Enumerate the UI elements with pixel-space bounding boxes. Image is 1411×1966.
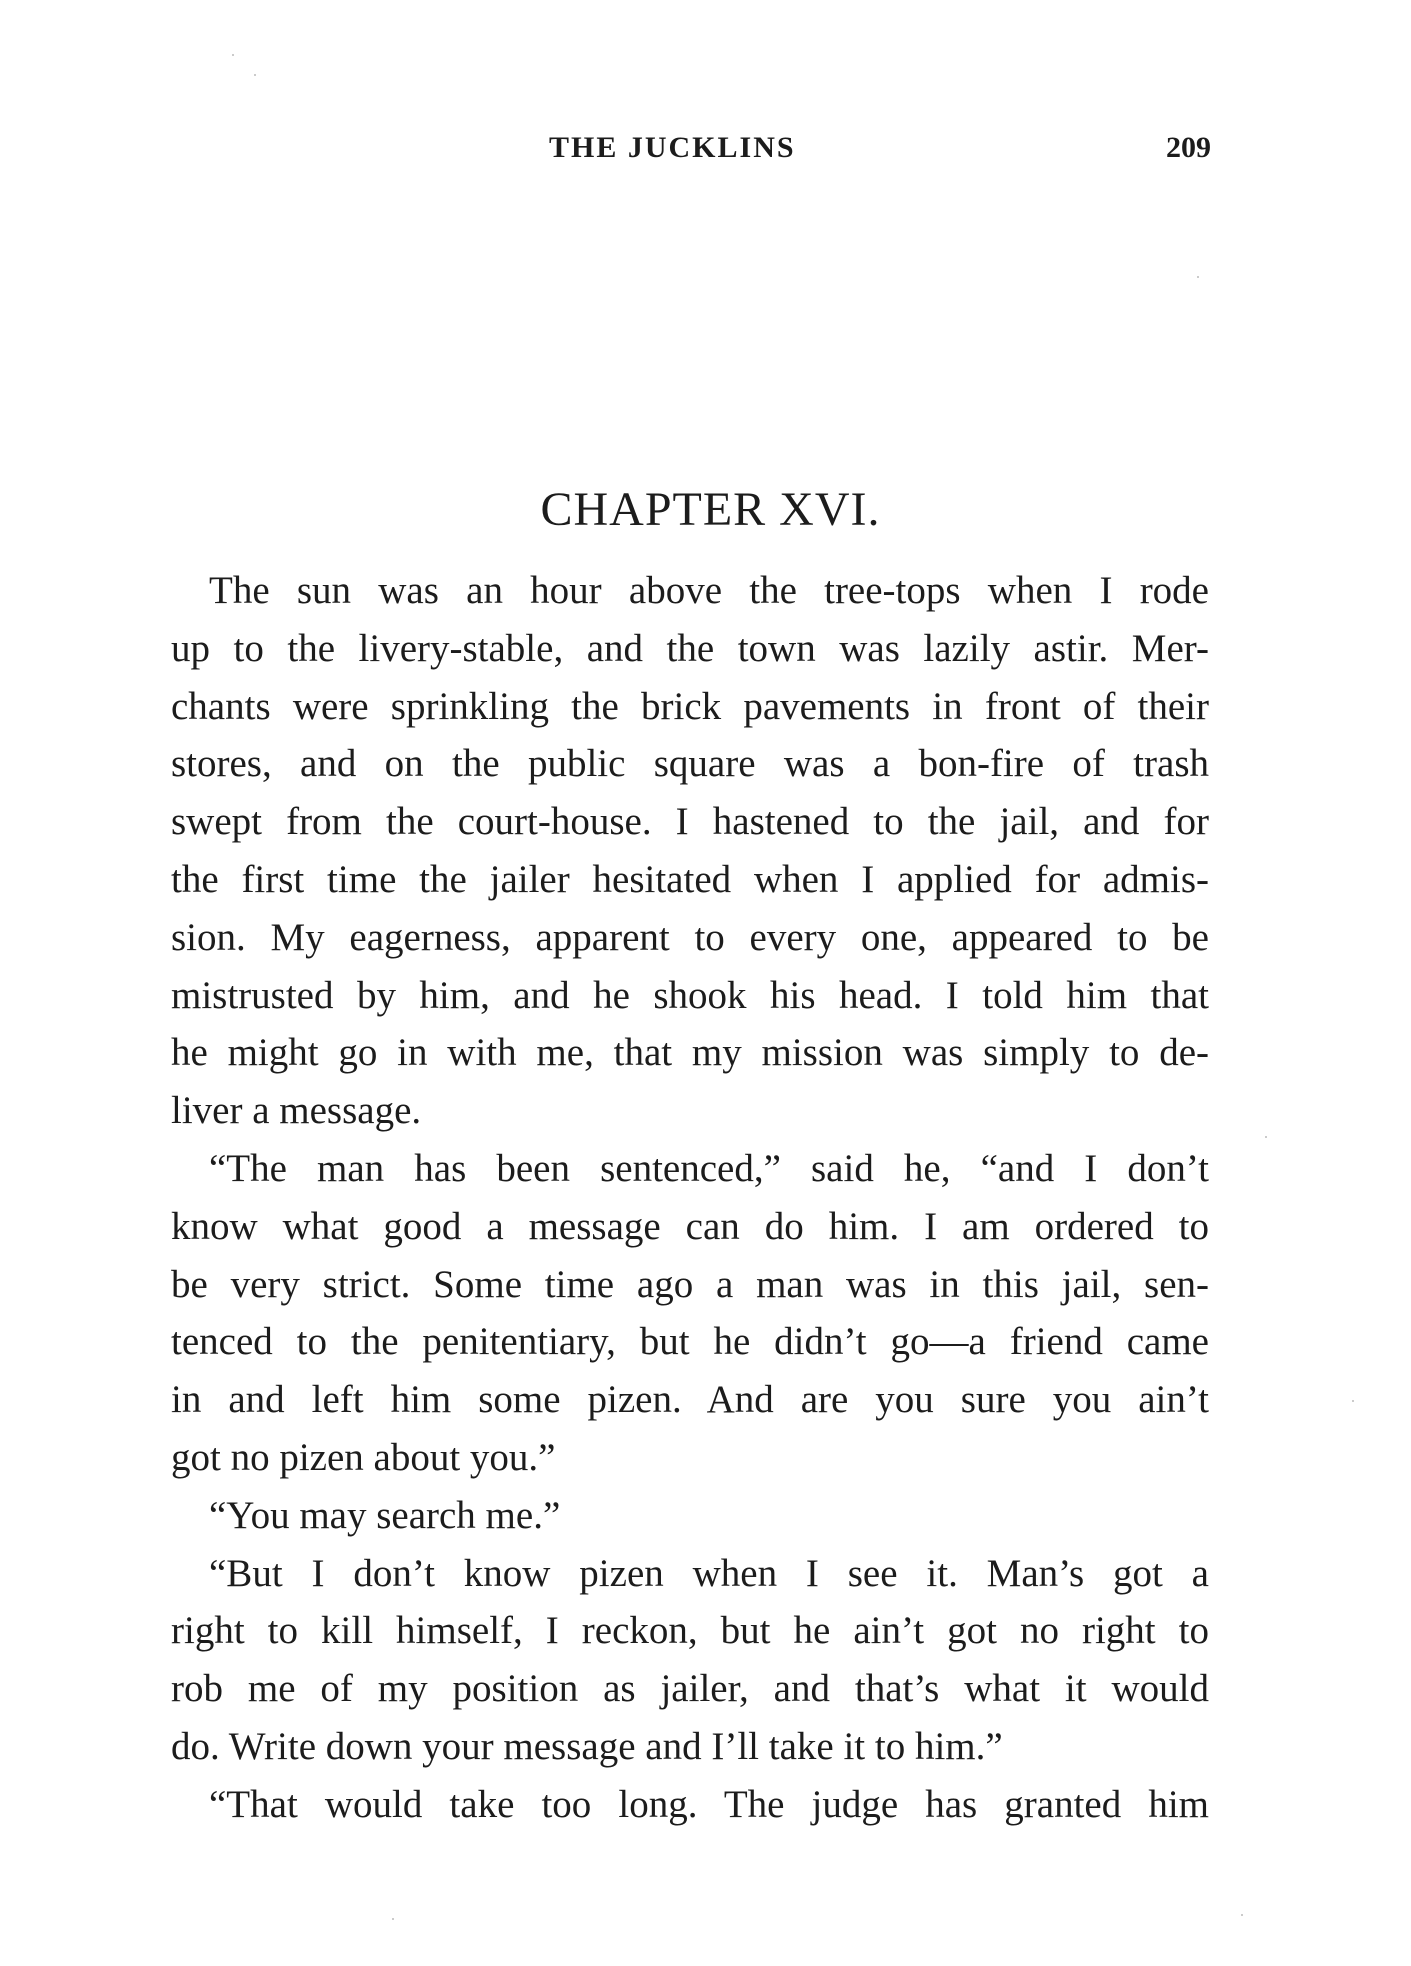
paper-speck [254, 74, 256, 76]
paper-speck [392, 1918, 394, 1920]
text-line: tenced to the penitentiary, but he didn’t go—a friend came [171, 1320, 1209, 1364]
text-line: liver a message. [171, 1089, 422, 1133]
text-line: “The man has been sentenced,” said he, “and I don’t [209, 1146, 1209, 1190]
text-line: the first time the jailer hesitated when I applied for admis- [171, 857, 1209, 901]
text-line: rob me of my position as jailer, and that’s what it would [171, 1667, 1209, 1711]
text-line: mistrusted by him, and he shook his head. I told him that [171, 973, 1209, 1017]
text-line: do. Write down your message and I’ll take it to him.” [171, 1724, 1003, 1768]
text-line: right to kill himself, I reckon, but he ain’t got no right to [171, 1609, 1209, 1653]
text-line: he might go in with me, that my mission was simply to de- [171, 1031, 1209, 1075]
paper-speck [1352, 1400, 1354, 1402]
text-line: chants were sprinkling the brick pavements in front of their [171, 684, 1209, 728]
text-line: swept from the court-house. I hastened to the jail, and for [171, 800, 1209, 844]
paper-speck [232, 54, 234, 56]
paper-speck [1241, 1914, 1243, 1916]
text-line: “You may search me.” [209, 1493, 561, 1537]
text-line: be very strict. Some time ago a man was in this jail, sen- [171, 1262, 1209, 1306]
text-line: “That would take too long. The judge has granted him [209, 1782, 1209, 1826]
text-line: “But I don’t know pizen when I see it. Man’s got a [209, 1551, 1209, 1595]
paper-speck [1197, 276, 1199, 278]
chapter-heading: CHAPTER XVI. [540, 483, 881, 536]
running-head [0, 128, 1411, 178]
text-line: The sun was an hour above the tree-tops when I rode [209, 569, 1209, 612]
page-number: 209 [1166, 131, 1211, 164]
chapter-text [171, 562, 1209, 1834]
text-line: got no pizen about you.” [171, 1435, 556, 1479]
text-line: know what good a message can do him. I am ordered to [171, 1204, 1209, 1248]
text-line: stores, and on the public square was a bon-fire of trash [171, 742, 1209, 786]
running-title: THE JUCKLINS [549, 131, 796, 164]
text-line: sion. My eagerness, apparent to every one, appeared to be [171, 915, 1209, 959]
paper-speck [1265, 1136, 1267, 1138]
text-line: in and left him some pizen. And are you sure you ain’t [171, 1378, 1209, 1422]
text-line: up to the livery-stable, and the town was lazily astir. Mer- [171, 626, 1209, 670]
